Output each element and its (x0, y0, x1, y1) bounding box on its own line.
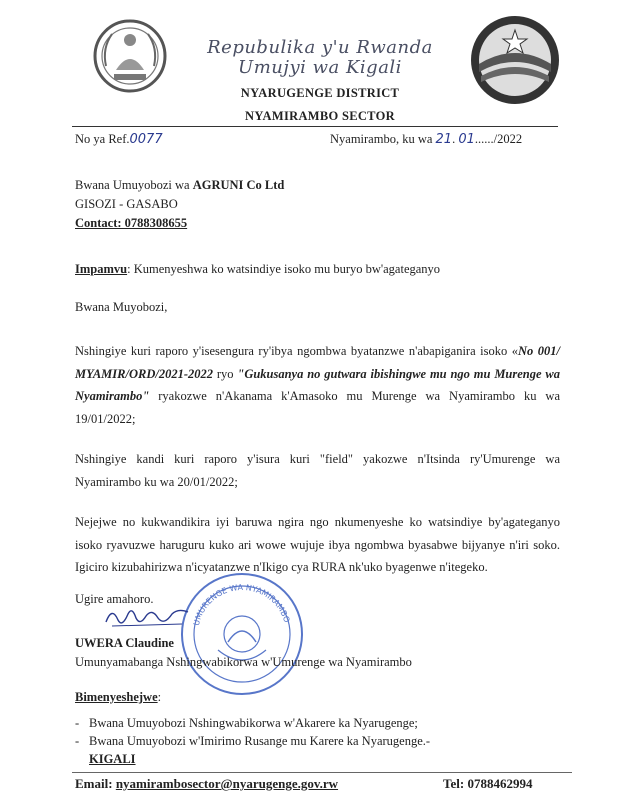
list-item: - Bwana Umuyobozi Nshingwabikorwa w'Akarere ka Nyarugenge; (75, 716, 418, 730)
signatory-name: UWERA Claudine (75, 636, 174, 650)
letterhead-country: Repubulika y'u Rwanda (207, 37, 433, 58)
recipient-title: Bwana Umuyobozi wa (75, 178, 190, 192)
email-label: Email: (75, 776, 113, 791)
letterhead-title (170, 38, 470, 78)
subject-line (75, 260, 440, 279)
handwritten-signature-icon (102, 602, 192, 632)
subject-text: : Kumenyeshwa ko watsindiye isoko mu buryo bw'agateganyo (127, 262, 441, 276)
closing: Ugire amahoro. (75, 592, 154, 606)
recipient-block (75, 176, 284, 233)
email-link[interactable]: nyamirambosector@nyarugenge.gov.rw (115, 776, 339, 791)
footer-phone: Tel: 0788462994 (443, 776, 533, 791)
para1-c: ryo (212, 366, 238, 381)
cc-city-row (75, 750, 575, 768)
city-of-kigali-logo-icon (467, 12, 563, 108)
cc-label-row: Bimenyeshejwe: (75, 690, 162, 704)
salutation: Bwana Muyobozi, (75, 300, 168, 314)
sector-name: NYAMIRAMBO SECTOR (245, 109, 395, 123)
header-divider (72, 126, 558, 127)
para1-tender-title: "Gukusanya no gutwara ibishingwe mu ngo mu Murenge wa Nyamirambo" (75, 366, 560, 403)
reference-number (75, 132, 163, 147)
reference-label: No ya Ref. (75, 132, 130, 146)
signatory-block (75, 634, 412, 672)
recipient-address: GISOZI - GASABO (75, 197, 178, 211)
subject-label: Impamvu (75, 262, 128, 276)
stamp-text: UMURENGE WA NYAMIRAMBO (191, 582, 292, 627)
footer-email (75, 776, 338, 792)
date-year: /2022 (493, 132, 523, 146)
cc-city: KIGALI (89, 752, 136, 766)
svg-text:UMURENGE WA NYAMIRAMBO (192, 583, 292, 627)
rwanda-coat-of-arms-icon (92, 18, 168, 94)
signatory-title: Umunyamabanga Nshingwabikorwa w'Umurenge wa Nyamirambo (75, 655, 412, 669)
date-prefix: Nyamirambo, ku wa (330, 132, 433, 146)
reference-handwritten: 0077 (129, 132, 163, 147)
date-month: 01 (458, 132, 475, 147)
para1-e: ryakozwe n'Akanama k'Amasoko mu Murenge wa Nyamirambo ku wa 19/01/2022; (75, 389, 560, 426)
recipient-contact: Contact: 0788308655 (75, 216, 188, 230)
district-name: NYARUGENGE DISTRICT (240, 86, 400, 100)
para1-ref: No 001/ MYAMIR/ORD/2021-2022 (75, 344, 561, 381)
date-day: 21 (435, 132, 453, 147)
cc-label: Bimenyeshejwe (75, 690, 158, 704)
paragraph-1 (75, 340, 560, 430)
recipient-company: AGRUNI Co Ltd (192, 178, 285, 192)
cc-list (75, 714, 575, 768)
paragraph-3: Nejejwe no kukwandikira iyi baruwa ngira ngo nkumenyeshe ko watsindiye by'agateganyo isoko ryavuzwe haruguru kuko ari wowe wujuje ibya ngombwa byasabwe bijyanye n'iri soko. Igiciro kizubahirizwa n'icyatanzwe n'Ikigo cya RURA nk'uko byagenwe n'itegeko. (75, 515, 560, 574)
list-item: - Bwana Umuyobozi w'Imirimo Rusange mu Karere ka Nyarugenge.- (75, 734, 431, 748)
paragraph-2: Nshingiye kandi kuri raporo y'isura kuri "field" yakozwe n'Itsinda ry'Umurenge wa Nyamirambo ku wa 20/01/2022; (75, 452, 560, 489)
letterhead-city: Umujyi wa Kigali (238, 57, 402, 78)
para1-a: Nshingiye kuri raporo y'isesengura ry'ibya ngombwa byatanzwe n'abapiganira isoko « (75, 344, 518, 358)
footer-divider (72, 772, 572, 773)
place-date: Nyamirambo, ku wa 21. 01....../2022 (330, 132, 523, 147)
